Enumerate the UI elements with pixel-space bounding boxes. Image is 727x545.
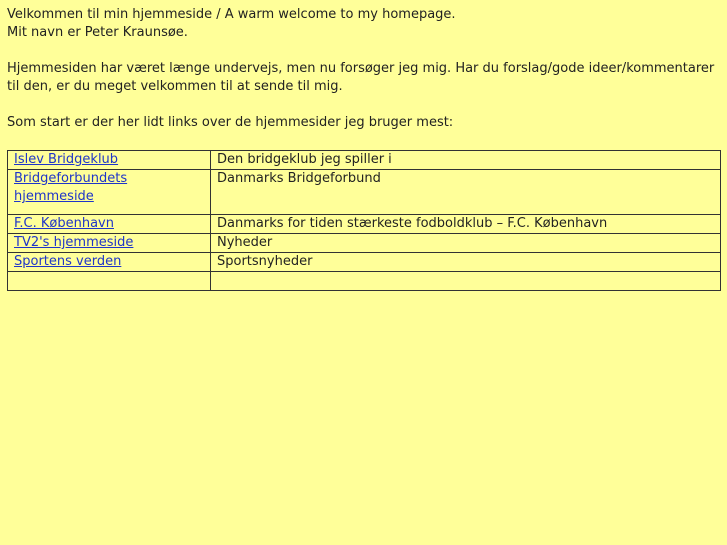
description-cell: Sportsnyheder xyxy=(211,253,721,272)
link-cell xyxy=(8,170,211,215)
table-row xyxy=(8,234,721,253)
link-bridgeforbundet[interactable]: Bridgeforbundets hjemmeside xyxy=(14,171,128,204)
description-cell xyxy=(211,272,721,291)
table-row xyxy=(8,215,721,234)
link-cell xyxy=(8,253,211,272)
description-cell: Nyheder xyxy=(211,234,721,253)
spacer xyxy=(7,42,720,60)
spacer xyxy=(7,96,720,114)
description-cell: Danmarks Bridgeforbund xyxy=(211,170,721,215)
links-table xyxy=(7,150,721,291)
intro-paragraph: Hjemmesiden har været længe undervejs, men nu forsøger jeg mig. Har du forslag/gode ideer/kommentarer til den, er du meget velkommen til at sende til mig. xyxy=(7,61,715,94)
link-islev-bridgeklub[interactable]: Islev Bridgeklub xyxy=(14,152,119,167)
welcome-text: Velkommen til min hjemmeside / A warm welcome to my homepage. xyxy=(7,7,456,22)
table-row-empty xyxy=(8,272,721,291)
description-cell: Den bridgeklub jeg spiller i xyxy=(211,151,721,170)
links-intro-text: Som start er der her lidt links over de hjemmesider jeg bruger mest: xyxy=(7,115,454,130)
link-tv2[interactable]: TV2's hjemmeside xyxy=(14,235,134,250)
table-row xyxy=(8,151,721,170)
table-row xyxy=(8,253,721,272)
link-cell xyxy=(8,215,211,234)
link-cell xyxy=(8,272,211,291)
link-sportens-verden[interactable]: Sportens verden xyxy=(14,254,122,269)
link-cell xyxy=(8,234,211,253)
description-cell: Danmarks for tiden stærkeste fodboldklub – F.C. København xyxy=(211,215,721,234)
table-row xyxy=(8,170,721,215)
name-text: Mit navn er Peter Kraunsøe. xyxy=(7,25,188,40)
link-cell xyxy=(8,151,211,170)
link-fc-kobenhavn[interactable]: F.C. København xyxy=(14,216,114,231)
